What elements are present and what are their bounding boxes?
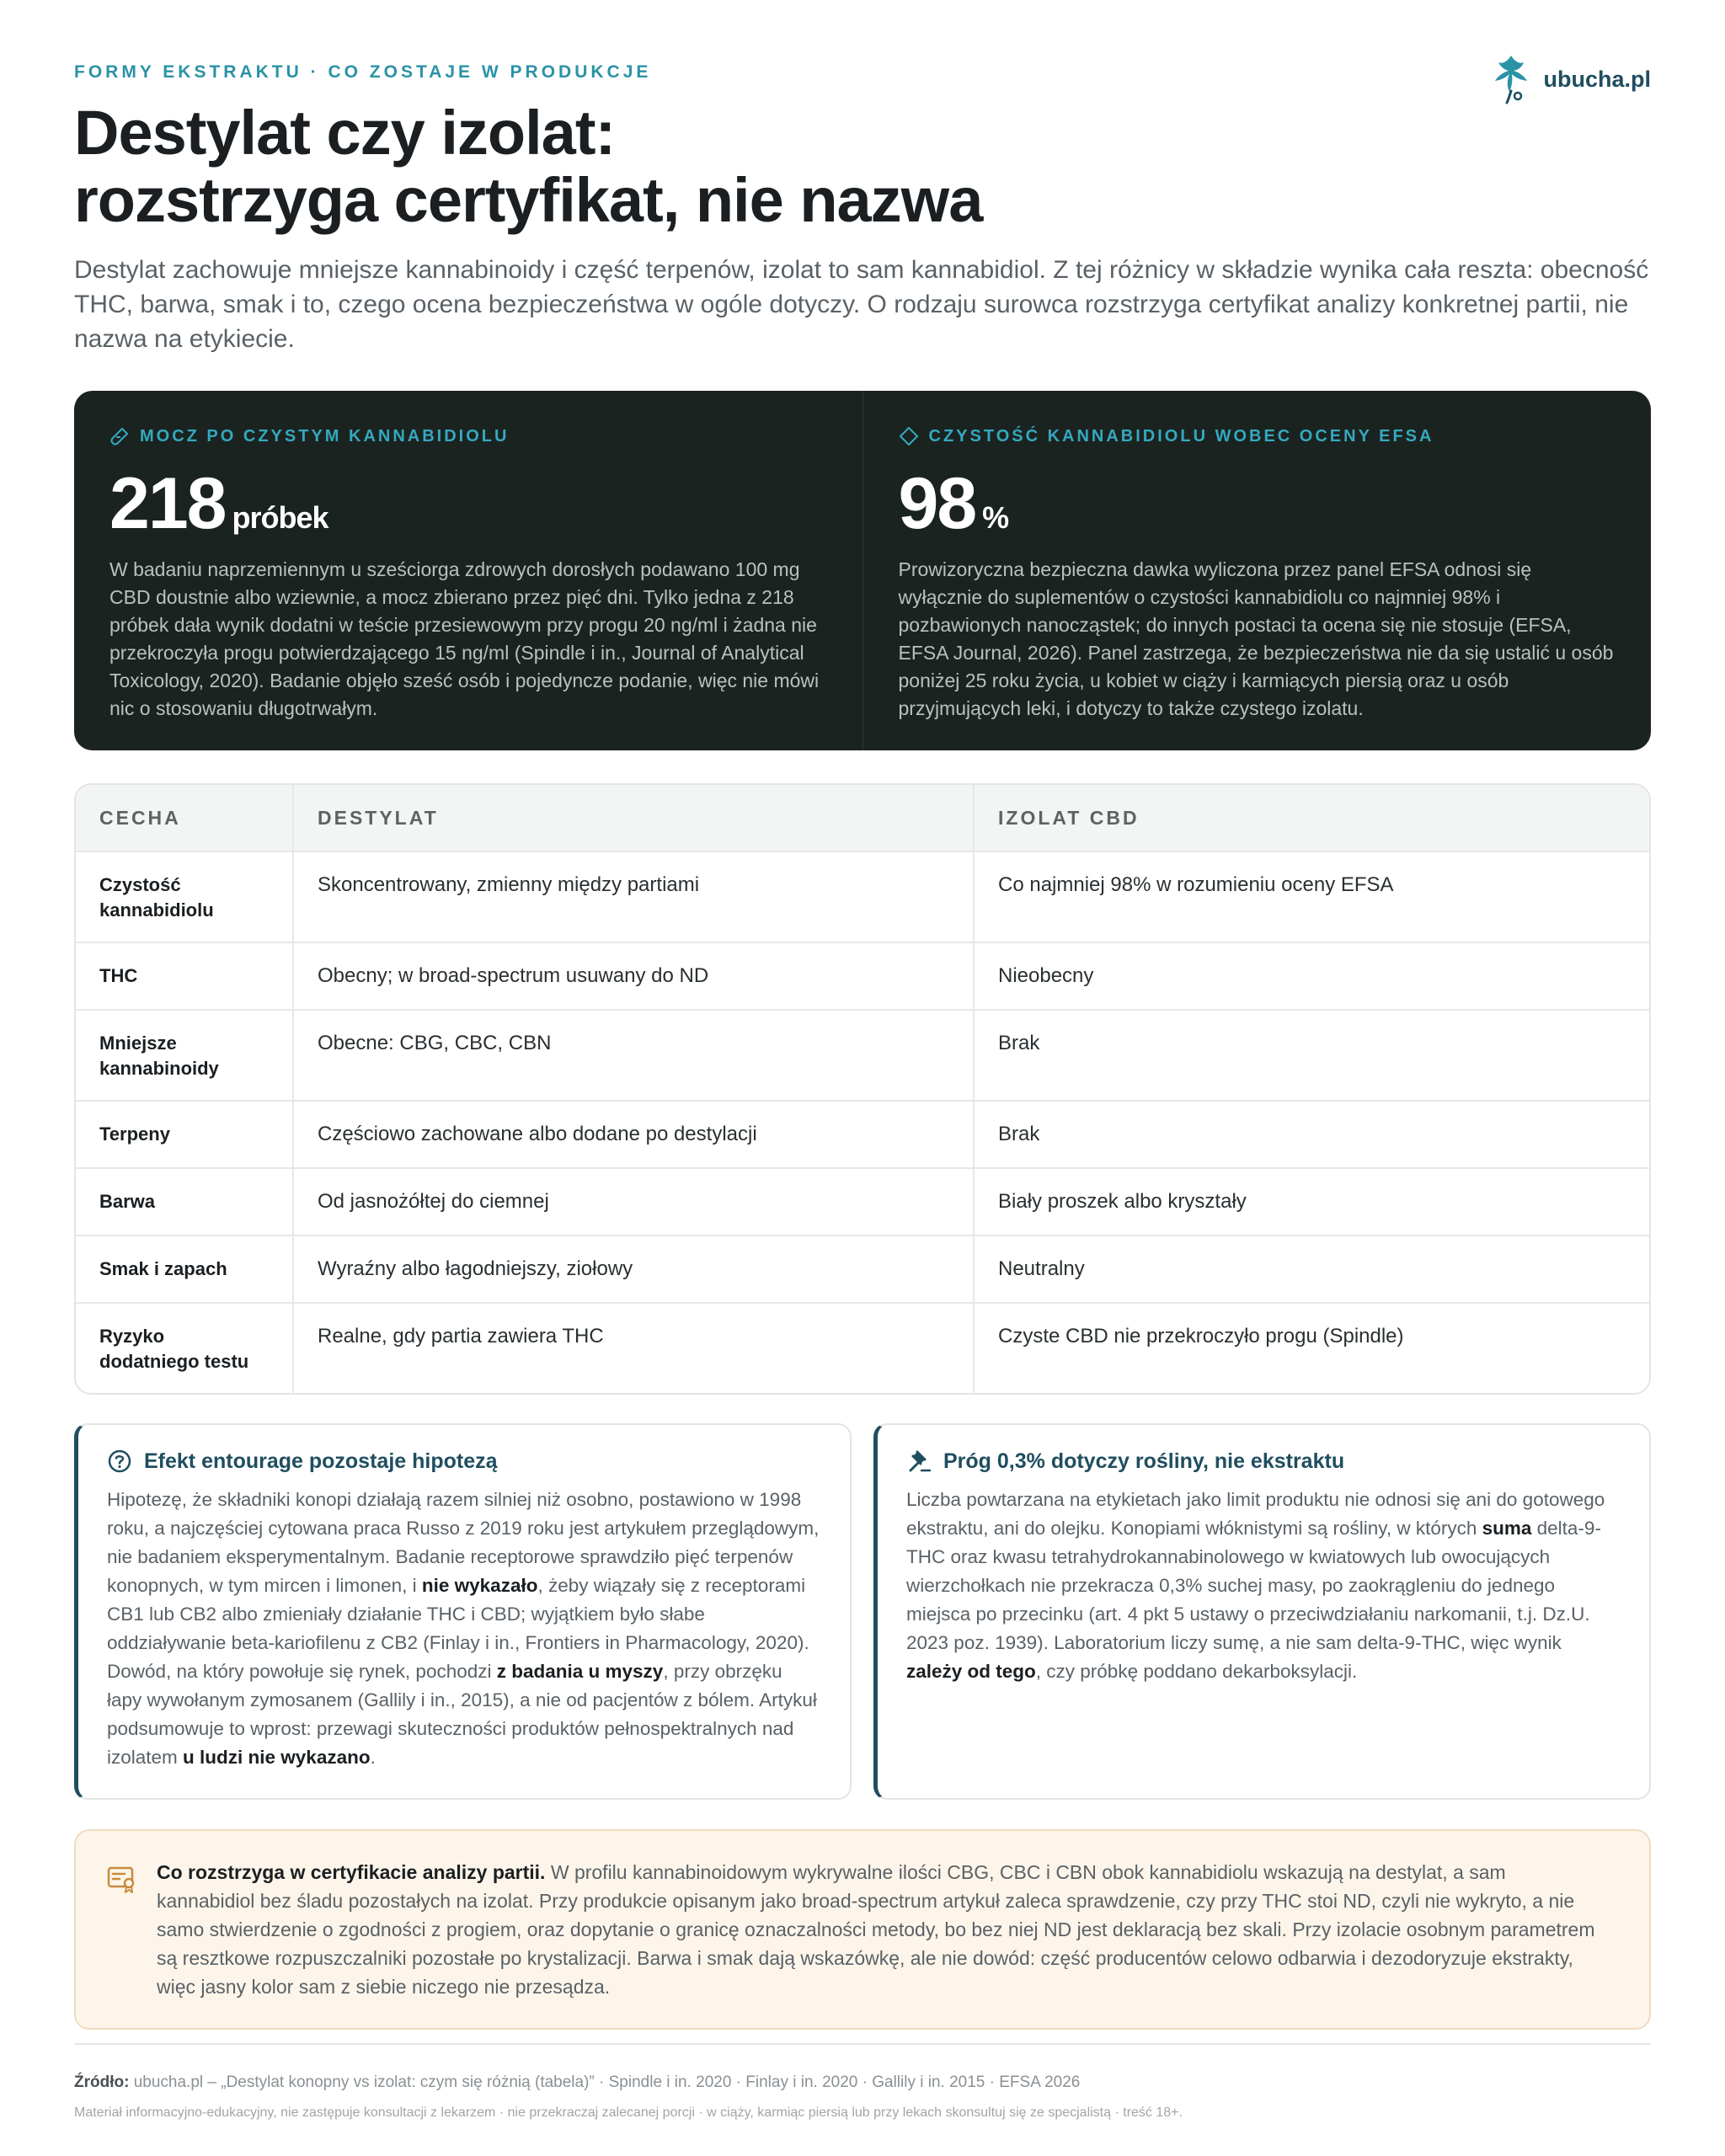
comparison-table: [74, 783, 1651, 1395]
row-feature: Mniejsze kannabinoidy: [99, 1033, 219, 1079]
stat-value: [109, 465, 827, 542]
row-isolate: Biały proszek albo kryształy: [973, 1169, 1649, 1235]
gavel-icon: [906, 1449, 932, 1474]
lead-paragraph: Destylat zachowuje mniejsze kannabinoidy i część terpenów, izolat to sam kannabidiol. Z tej różnicy w składzie wynika cała reszta: obecność THC, barwa, smak i to, czego ocena bezpieczeństwa w ogóle dotyczy. O rodzaju surowca rozstrzyga certyfikat analizy konkretnej partii, nie nazwa na etykiecie.: [74, 256, 1649, 353]
table-row: [76, 851, 1649, 942]
brand-name: ubucha.pl: [1543, 66, 1651, 92]
stat-unit: %: [982, 500, 1009, 535]
row-isolate: Brak: [973, 1102, 1649, 1167]
row-distillate: Obecny; w broad-spectrum usuwany do ND: [292, 943, 973, 1009]
card-title-text: Efekt entourage pozostaje hipotezą: [144, 1449, 498, 1473]
stat-number: 218: [109, 463, 226, 544]
stat-description: Prowizoryczna bezpieczna dawka wyliczona przez panel EFSA odnosi się wyłącznie do suplementów o czystości kannabidiolu co najmniej 98% i pozbawionych nanocząstek; do innych postaci ta ocena się nie stosuje (EFSA, EFSA Journal, 2026). Panel zastrzega, że bezpieczeństwa nie da się ustalić u osób poniżej 25 roku życia, u kobiet w ciąży i karmiących piersią oraz u osób przyjmujących leki, i dotyczy to także czystego izolatu.: [898, 558, 1614, 719]
page-title: [74, 99, 1338, 234]
brand-logo[interactable]: [1490, 52, 1652, 106]
table-row: [76, 1009, 1649, 1100]
stats-panel: [74, 391, 1651, 750]
row-isolate: Nieobecny: [973, 943, 1649, 1009]
question-circle-icon: [107, 1449, 132, 1474]
row-distillate: Wyraźny albo łagodniejszy, ziołowy: [292, 1236, 973, 1302]
row-isolate: Neutralny: [973, 1236, 1649, 1302]
table-row: [76, 1167, 1649, 1235]
stat-urine-samples: [74, 391, 862, 750]
test-tube-icon: [109, 426, 130, 446]
stat-unit: próbek: [232, 500, 328, 535]
table-header-cell: CECHA: [99, 807, 181, 829]
stat-value: [899, 465, 1616, 542]
table-row: [76, 1302, 1649, 1393]
table-row: [76, 1235, 1649, 1302]
stat-label-text: CZYSTOŚĆ KANNABIDIOLU WOBEC OCENY EFSA: [928, 426, 1434, 446]
card-title: [107, 1449, 821, 1474]
kicker: FORMY EKSTRAKTU · CO ZOSTAJE W PRODUKCJE: [74, 62, 652, 82]
row-feature: THC: [99, 965, 138, 986]
certificate-icon: [106, 1863, 138, 1895]
card-body: Hipotezę, że składniki konopi działają razem silniej niż osobno, postawiono w 1998 roku, a najczęściej cytowana praca Russo z 2019 roku jest artykułem przeglądowym, nie badaniem eksperymentalnym. Badanie receptorowe sprawdziło pięć terpenów konopnych, w tym mircen i limonen, i nie wykazało, żeby wiązały się z receptorami CB1 lub CB2 albo zmieniały działanie THC i CBD; wyjątkiem było słabe oddziaływanie beta-kariofilenu z CB2 (Finlay i in., Frontiers in Pharmacology, 2020). Dowód, na który powołuje się rynek, pochodzi z badania u myszy, przy obrzęku łapy wywołanym zymosanem (Gallily i in., 2015), a nie od pacjentów z bólem. Artykuł podsumowuje to wprost: przewagi skuteczności produktów pełnospektralnych nad izolatem u ludzi nie wykazano.: [107, 1489, 820, 1768]
row-feature: Smak i zapach: [99, 1258, 227, 1279]
table-row: [76, 942, 1649, 1009]
footer-divider: [74, 2043, 1651, 2045]
row-distillate: Od jasnożółtej do ciemnej: [292, 1169, 973, 1235]
card-title: [906, 1449, 1621, 1474]
certificate-note: [74, 1829, 1651, 2030]
note-text: Co rozstrzyga w certyfikacie analizy partii. W profilu kannabinoidowym wykrywalne ilości CBG, CBC i CBN obok kannabidiolu wskazują na destylat, a sam kannabidiol bez śladu pozostałych na izolat. Przy produkcie opisanym jako broad-spectrum artykuł zaleca sprawdzenie, czy przy THC stoi ND, czyli nie wykryto, a nie samo stwierdzenie o zgodności z progiem, oraz dopytanie o granicę oznaczalności metody, bo bez niej ND jest deklaracją bez skali. Przy izolacie osobnym parametrem są resztkowe rozpuszczalniki pozostałe po krystalizacji. Barwa i smak dają wskazówkę, ale nie dowód: część producentów celowo odbarwia i dezodoryzuje ekstrakty, więc jasny kolor sam z siebie niczego nie przesądza.: [157, 1861, 1595, 1998]
row-feature: Barwa: [99, 1191, 156, 1212]
threshold-card: [873, 1423, 1651, 1800]
entourage-card: [74, 1423, 852, 1800]
row-distillate: Skoncentrowany, zmienny między partiami: [292, 852, 973, 942]
table-header-cell: DESTYLAT: [292, 785, 973, 851]
title-line-2: rozstrzyga certyfikat, nie nazwa: [74, 165, 983, 235]
table-header-cell: IZOLAT CBD: [973, 785, 1649, 851]
row-isolate: Co najmniej 98% w rozumieniu oceny EFSA: [973, 852, 1649, 942]
diamond-icon: [899, 426, 919, 446]
stat-cbd-purity: [862, 391, 1652, 750]
card-title-text: Próg 0,3% dotyczy rośliny, nie ekstraktu: [943, 1449, 1345, 1473]
stat-label-text: MOCZ PO CZYSTYM KANNABIDIOLU: [140, 426, 510, 446]
stat-label: [109, 426, 827, 446]
table-header-row: [76, 785, 1649, 851]
row-feature: Terpeny: [99, 1123, 170, 1145]
stat-number: 98: [898, 463, 976, 544]
stat-description: W badaniu naprzemiennym u sześciorga zdrowych dorosłych podawano 100 mg CBD doustnie albo wziewnie, a mocz zbierano przez pięć dni. Tylko jedna z 218 próbek dała wynik dodatni w teście przesiewowym przy progu 20 ng/ml i żadna nie przekroczyła progu potwierdzającego 15 ng/ml (Spindle i in., Journal of Analytical Toxicology, 2020). Badanie objęło sześć osób i pojedyncze podanie, więc nie mówi nic o stosowaniu długotrwałym.: [109, 558, 820, 719]
row-isolate: Czyste CBD nie przekroczyło progu (Spindle): [973, 1304, 1649, 1393]
row-distillate: Częściowo zachowane albo dodane po destylacji: [292, 1102, 973, 1167]
card-body: Liczba powtarzana na etykietach jako limit produktu nie odnosi się ani do gotowego ekstraktu, ani do olejku. Konopiami włóknistymi są rośliny, w których suma delta-9-THC oraz kwasu tetrahydrokannabinolowego w kwiatowych lub owocujących wierzchołkach nie przekracza 0,3% suchej masy, po zaokrągleniu do jednego miejsca po przecinku (art. 4 pkt 5 ustawy o przeciwdziałaniu narkomanii, t.j. Dz.U. 2023 poz. 1939). Laboratorium liczy sumę, a nie sam delta-9-THC, więc wynik zależy od tego, czy próbkę poddano dekarboksylacji.: [906, 1489, 1605, 1682]
stat-label: [899, 426, 1616, 446]
row-distillate: Obecne: CBG, CBC, CBN: [292, 1011, 973, 1100]
table-row: [76, 1100, 1649, 1167]
source-line: Źródło: ubucha.pl – „Destylat konopny vs izolat: czym się różnią (tabela)” · Spindle i in. 2020 · Finlay i in. 2020 · Gallily i in. 2015 · EFSA 2026: [74, 2073, 1081, 2091]
row-feature: Ryzyko dodatniego testu: [99, 1326, 249, 1372]
row-isolate: Brak: [973, 1011, 1649, 1100]
title-line-1: Destylat czy izolat:: [74, 98, 616, 168]
row-distillate: Realne, gdy partia zawiera THC: [292, 1304, 973, 1393]
hemp-leaf-icon: [1490, 52, 1532, 106]
row-feature: Czystość kannabidiolu: [99, 874, 214, 921]
disclaimer: Materiał informacyjno-edukacyjny, nie zastępuje konsultacji z lekarzem · nie przekraczaj zalecanej porcji · w ciąży, karmiąc piersią lub przy lekach skonsultuj się ze specjalistą · treść 18+.: [74, 2105, 1183, 2120]
